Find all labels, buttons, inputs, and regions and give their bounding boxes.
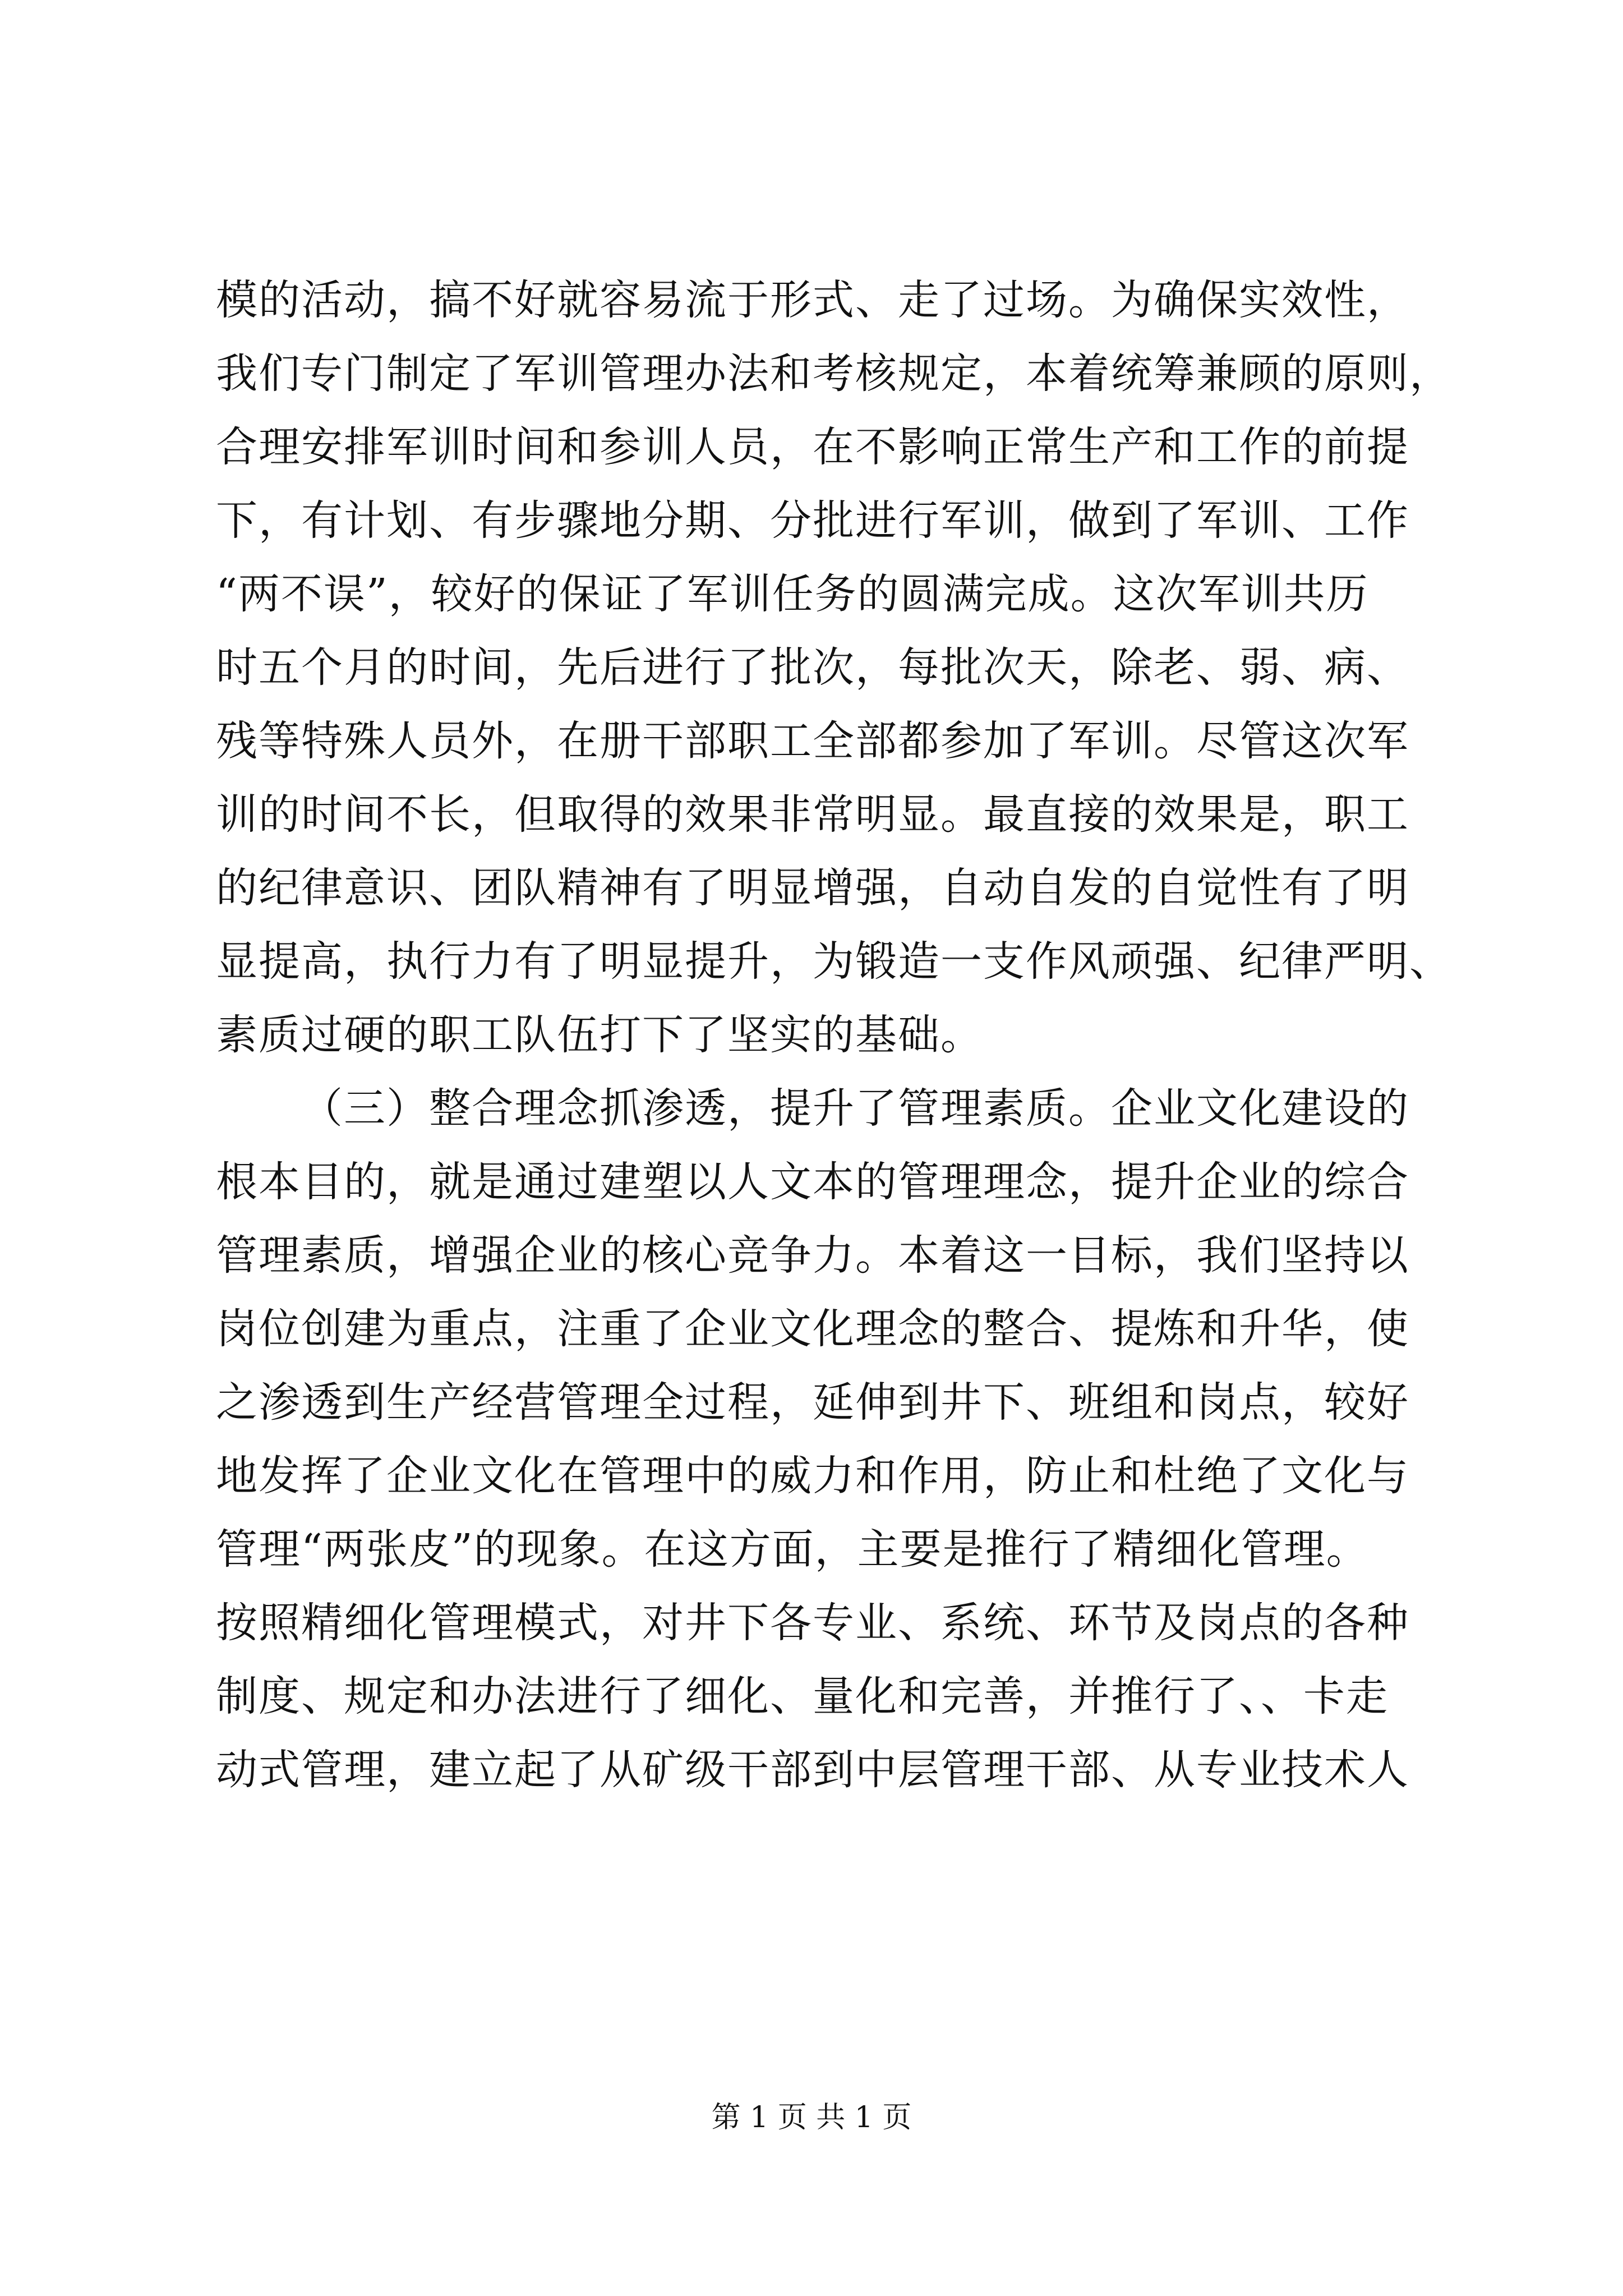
text-line: 地发挥了企业文化在管理中的威力和作用，防止和杜绝了文化与 [216,1452,1409,1500]
text-line: 我们专门制定了军训管理办法和考核规定，本着统筹兼顾的原则， [216,349,1452,398]
page-number-label: 第 1 页 共 1 页 [711,2101,912,2134]
document-body [216,264,1483,1807]
text-line: “两不误”，较好的保证了军训任务的圆满完成。这次军训共历 [216,570,1369,618]
text-line: 之渗透到生产经营管理全过程，延伸到井下、班组和岗点，较好 [216,1378,1409,1427]
text-line: 的纪律意识、团队精神有了明显增强，自动自发的自觉性有了明 [216,864,1409,912]
text-line: 训的时间不长，但取得的效果非常明显。最直接的效果是，职工 [216,790,1409,839]
text-line: 制度、规定和办法进行了细化、量化和完善，并推行了、、卡走 [216,1672,1389,1720]
text-line: 时五个月的时间，先后进行了批次，每批次天，除老、弱、病、 [216,643,1409,692]
text-line: 残等特殊人员外，在册干部职工全部都参加了军训。尽管这次军 [216,717,1409,765]
section-heading-line: （三）整合理念抓渗透，提升了管理素质。企业文化建设的 [301,1084,1409,1133]
text-line: 素质过硬的职工队伍打下了坚实的基础。 [216,1011,983,1059]
text-line: 根本目的，就是通过建塑以人文本的管理理念，提升企业的综合 [216,1158,1409,1206]
page-footer [0,2098,1623,2137]
text-line: 动式管理，建立起了从矿级干部到中层管理干部、从专业技术人 [216,1746,1409,1794]
text-line: 下，有计划、有步骤地分期、分批进行军训，做到了军训、工作 [216,496,1409,545]
text-line: 管理素质，增强企业的核心竞争力。本着这一目标，我们坚持以 [216,1231,1409,1280]
text-line: 显提高，执行力有了明显提升，为锻造一支作风顽强、纪律严明、 [216,937,1452,986]
text-line: 按照精细化管理模式，对井下各专业、系统、环节及岗点的各种 [216,1599,1409,1647]
text-line: 模的活动，搞不好就容易流于形式、走了过场。为确保实效性， [216,276,1409,324]
text-line: 管理“两张皮”的现象。在这方面，主要是推行了精细化管理。 [216,1525,1369,1573]
text-line: 岗位创建为重点，注重了企业文化理念的整合、提炼和升华，使 [216,1305,1409,1353]
text-line: 合理安排军训时间和参训人员，在不影响正常生产和工作的前提 [216,423,1409,471]
